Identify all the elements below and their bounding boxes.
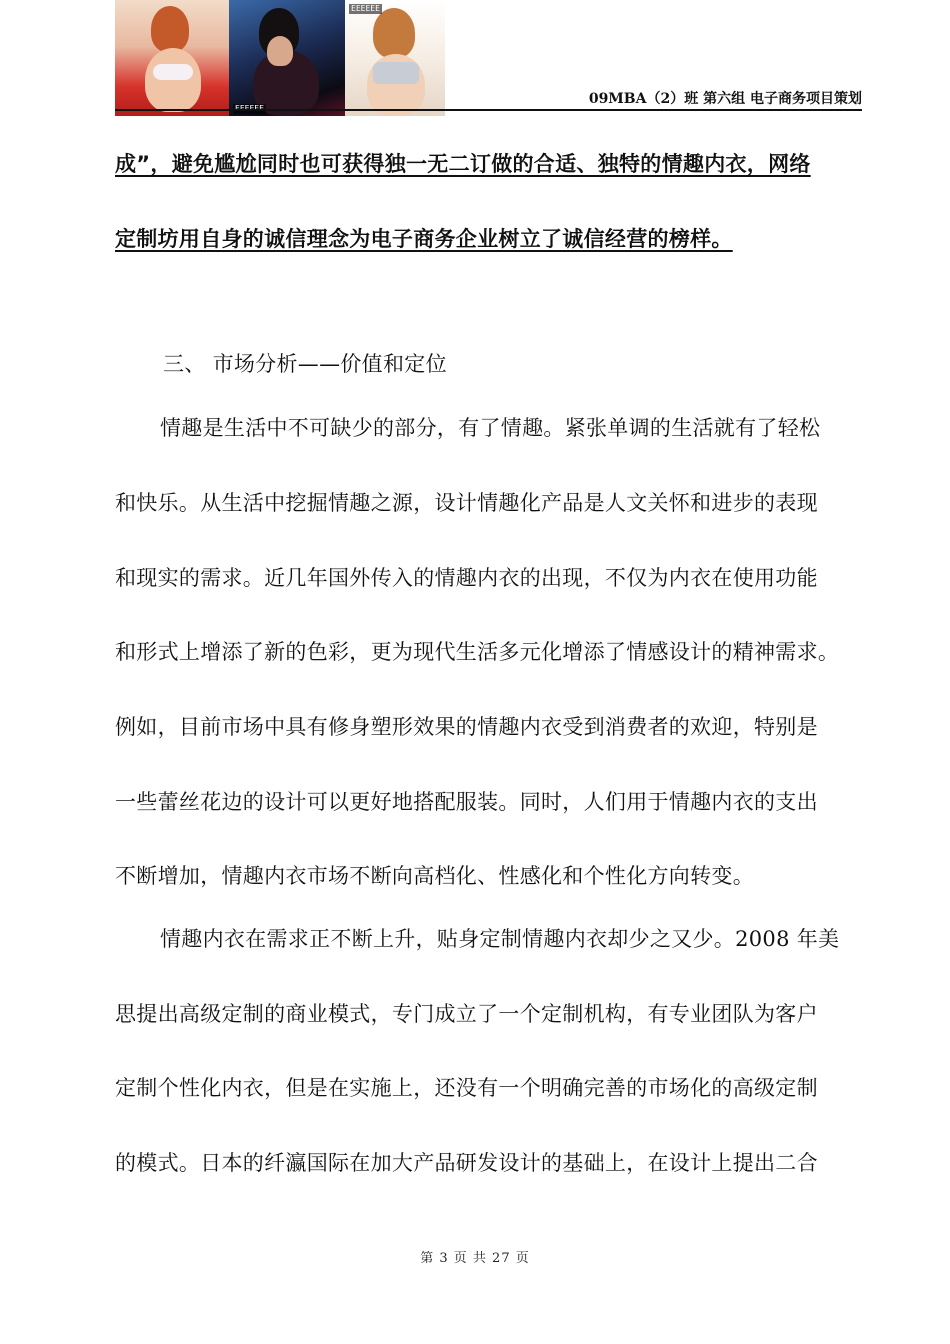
figure-body [145, 48, 201, 112]
bold-line-2: 定制坊用自身的诚信理念为电子商务企业树立了诚信经营的榜样。 [115, 227, 733, 251]
paragraph-line: 一些蕾丝花边的设计可以更好地搭配服装。同时，人们用于情趣内衣的支出 [115, 790, 818, 814]
page-number: 第 3 页 共 27 页 [420, 1251, 530, 1266]
header-photo-3 [345, 0, 445, 116]
header-photo-1 [115, 0, 229, 116]
document-header-title: 09MBA（2）班 第六组 电子商务项目策划 [588, 91, 862, 107]
figure-hair [151, 6, 189, 52]
figure-garment [153, 64, 193, 80]
paragraph-line: 情趣内衣在需求正不断上升，贴身定制情趣内衣却少之又少。2008 年美 [160, 927, 840, 951]
header-photo-strip [115, 0, 445, 116]
header-divider [115, 109, 862, 111]
photo-watermark: EEEEEE [351, 4, 380, 13]
paragraph-line: 和现实的需求。近几年国外传入的情趣内衣的出现，不仅为内衣在使用功能 [115, 566, 818, 590]
paragraph-line: 定制个性化内衣，但是在实施上，还没有一个明确完善的市场化的高级定制 [115, 1076, 818, 1100]
header-photo-2 [229, 0, 345, 116]
section-heading: 三、 市场分析——价值和定位 [163, 352, 447, 376]
figure-face [267, 36, 293, 66]
figure-garment [373, 62, 419, 84]
paragraph-line: 和形式上增添了新的色彩，更为现代生活多元化增添了情感设计的精神需求。 [115, 640, 840, 664]
paragraph-line: 和快乐。从生活中挖掘情趣之源，设计情趣化产品是人文关怀和进步的表现 [115, 491, 818, 515]
paragraph-line: 情趣是生活中不可缺少的部分，有了情趣。紧张单调的生活就有了轻松 [160, 416, 821, 440]
paragraph-line: 例如，目前市场中具有修身塑形效果的情趣内衣受到消费者的欢迎，特别是 [115, 715, 818, 739]
figure-hair [373, 8, 415, 58]
paragraph-line: 不断增加，情趣内衣市场不断向高档化、性感化和个性化方向转变。 [115, 864, 754, 888]
paragraph-line: 的模式。日本的纤瀛国际在加大产品研发设计的基础上，在设计上提出二合 [115, 1151, 818, 1175]
paragraph-line: 思提出高级定制的商业模式，专门成立了一个定制机构，有专业团队为客户 [115, 1002, 818, 1026]
bold-line-1: 成”，避免尴尬同时也可获得独一无二订做的合适、独特的情趣内衣，网络 [115, 152, 811, 176]
